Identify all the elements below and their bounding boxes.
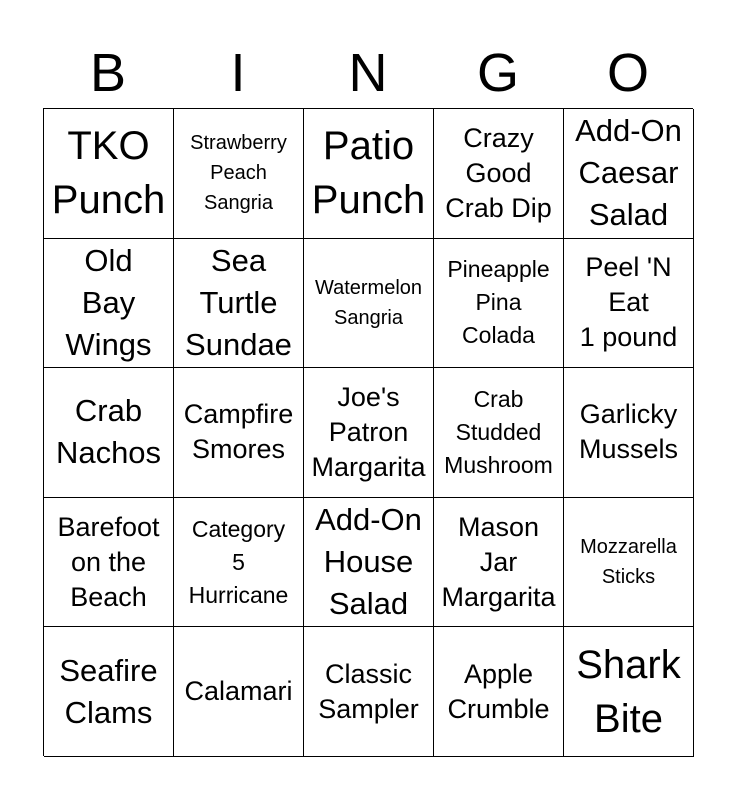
bingo-cell[interactable] [304, 368, 434, 498]
bingo-cell[interactable] [434, 239, 564, 369]
bingo-cell-text: Strawberry Peach Sangria [190, 132, 287, 215]
bingo-cell-text: Campfire Smores [183, 399, 294, 465]
bingo-cell[interactable] [44, 368, 174, 498]
bingo-header [43, 40, 693, 106]
bingo-cell-text: Watermelon Sangria [314, 276, 423, 329]
bingo-cell-text: Sea Turtle Sundae [185, 242, 292, 362]
bingo-cell-text: Crab Studded Mushroom [444, 385, 553, 478]
bingo-cell-text: Joe's Patron Margarita [311, 381, 426, 482]
bingo-cell[interactable] [434, 627, 564, 757]
bingo-cell[interactable] [44, 239, 174, 369]
bingo-cell[interactable] [434, 109, 564, 239]
bingo-cell-text: Pineapple Pina Colada [447, 256, 550, 349]
bingo-cell[interactable] [44, 109, 174, 239]
bingo-cell[interactable] [304, 498, 434, 628]
bingo-cell[interactable] [304, 627, 434, 757]
bingo-cell[interactable] [174, 239, 304, 369]
header-letter-g: G [476, 43, 519, 103]
bingo-cell-text: Category 5 Hurricane [188, 515, 289, 608]
bingo-cell-text: Classic Sampler [318, 658, 419, 724]
bingo-cell-text: Garlicky Mussels [578, 399, 679, 465]
bingo-cell-text: Add-On House Salad [315, 502, 422, 622]
bingo-cell[interactable] [434, 368, 564, 498]
header-letter-b: B [89, 43, 127, 103]
bingo-cell[interactable] [174, 498, 304, 628]
bingo-cell-text: Mason Jar Margarita [441, 511, 556, 612]
bingo-cell-text: Patio Punch [311, 124, 426, 223]
bingo-cell-text: Peel 'N Eat 1 pound [579, 252, 678, 353]
header-letter-i: I [230, 43, 246, 103]
bingo-cell[interactable] [564, 498, 694, 628]
bingo-cell-text: Shark Bite [576, 642, 681, 741]
header-letter-n: N [348, 43, 388, 103]
bingo-cell[interactable] [174, 627, 304, 757]
bingo-cell-text: Barefoot on the Beach [57, 511, 160, 612]
bingo-cell[interactable] [44, 627, 174, 757]
bingo-cell[interactable] [564, 627, 694, 757]
bingo-cell[interactable] [564, 368, 694, 498]
bingo-cell-text: Mozzarella Sticks [580, 536, 677, 589]
bingo-cell[interactable] [44, 498, 174, 628]
bingo-cell[interactable] [174, 368, 304, 498]
bingo-cell[interactable] [564, 239, 694, 369]
bingo-cell-text: Calamari [184, 676, 293, 707]
header-letter-o: O [606, 43, 649, 103]
bingo-cell-text: Apple Crumble [447, 658, 550, 724]
bingo-cell-text: Crab Nachos [55, 393, 162, 471]
bingo-cell[interactable] [174, 109, 304, 239]
bingo-cell[interactable] [304, 109, 434, 239]
bingo-cell[interactable] [434, 498, 564, 628]
bingo-cell-text: Seafire Clams [59, 652, 158, 730]
bingo-card-grid [43, 108, 693, 756]
bingo-cell[interactable] [304, 239, 434, 369]
bingo-cell-text: Add-On Caesar Salad [575, 113, 682, 233]
bingo-cell-text: Crazy Good Crab Dip [445, 122, 552, 223]
bingo-cell-text: TKO Punch [51, 124, 166, 223]
bingo-cell[interactable] [564, 109, 694, 239]
bingo-cell-text: Old Bay Wings [65, 242, 152, 362]
